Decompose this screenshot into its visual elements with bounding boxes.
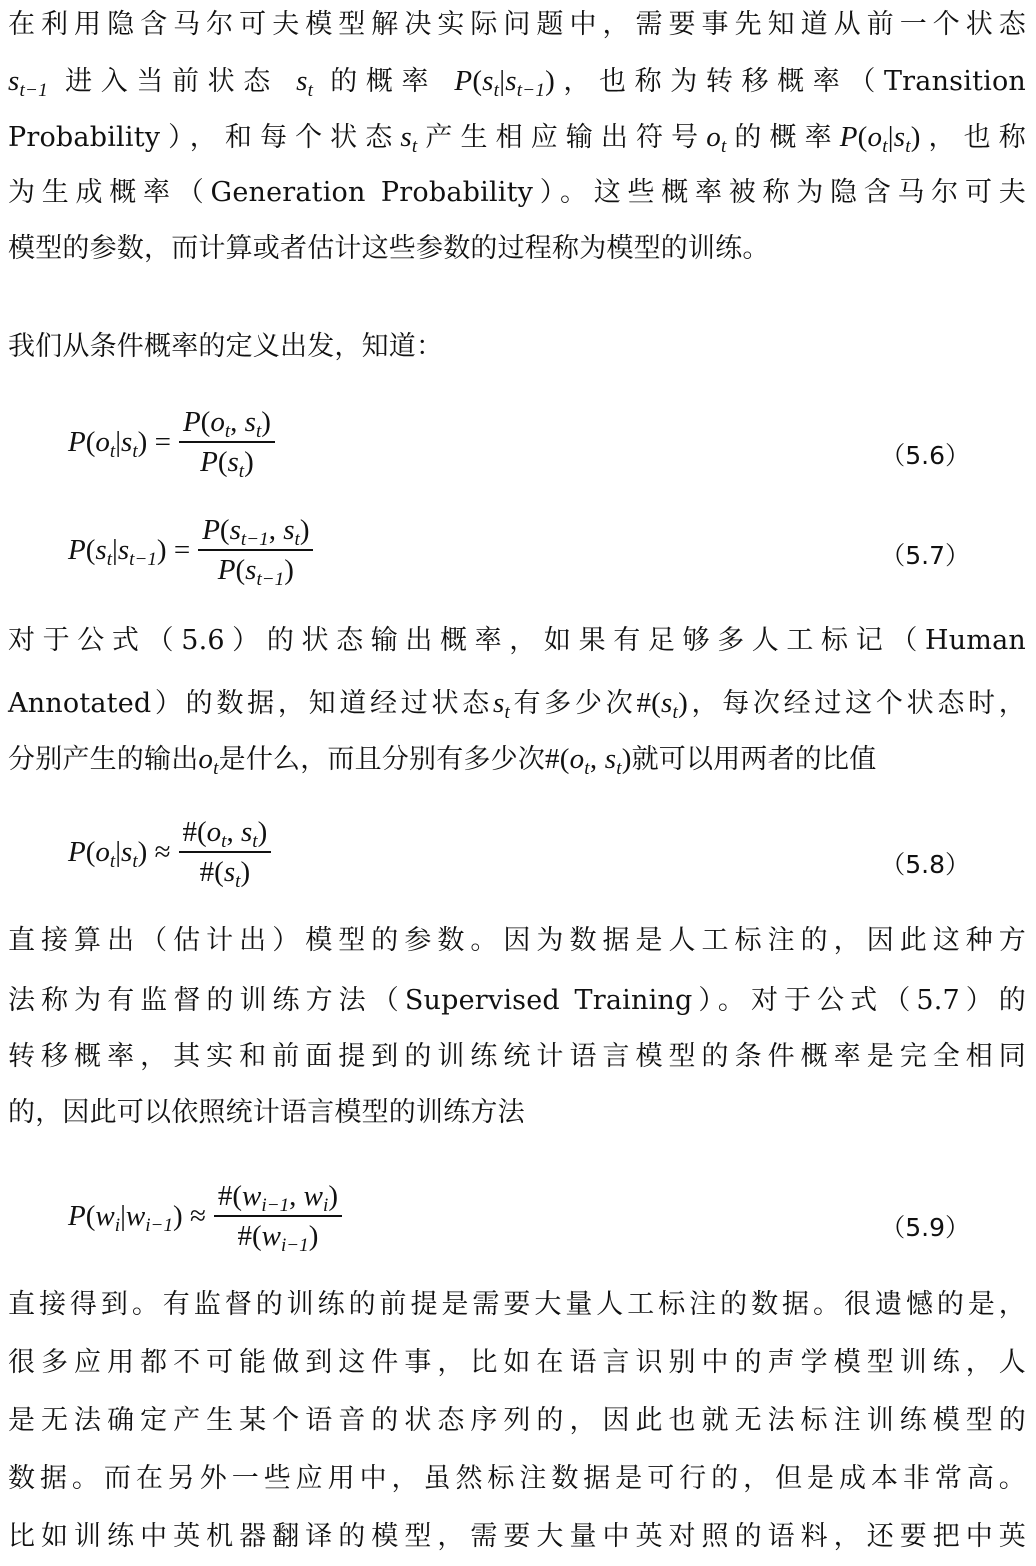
equation-5-9: $P(w_i|w_{i-1})$ ≈ $\frac{\#(w_{i-1}, w_i)}{\#(w_{i-1})}$: [68, 1176, 342, 1256]
para5-line2: 很多应用都不可能做到这件事，比如在语言识别中的声学模型训练，人: [8, 1347, 1026, 1378]
para1-line4: 为生成概率（Generation Probability）。这些概率被称为隐含马尔可夫: [8, 177, 1026, 208]
para4-line1: 直接算出（估计出）模型的参数。因为数据是人工标注的，因此这种方: [8, 925, 1026, 956]
equation-5-6: $P(o_t|s_t)$ = $\frac{P(o_t, s_t)}{P(s_t)}$: [68, 402, 275, 482]
equation-number-5-6: （5.6）: [880, 441, 970, 470]
equation-number-5-9: （5.9）: [880, 1213, 970, 1242]
para3-line2: Annotated）的数据，知道经过状态$s_t$有多少次$\#(s_t)$，每次经过这个状态时，: [8, 687, 1026, 724]
para1-line5: 模型的参数，而计算或者估计这些参数的过程称为模型的训练。: [8, 233, 770, 264]
para2-line1: 我们从条件概率的定义出发，知道：: [8, 331, 444, 362]
para1-line2: $s_{t-1}$ 进入当前状态 $s_t$ 的概率 $P(s_t|s_{t-1})$，也称为转移概率（Transition: [8, 65, 1026, 102]
para4-line3: 转移概率，其实和前面提到的训练统计语言模型的条件概率是完全相同: [8, 1041, 1026, 1072]
para4-line2: 法称为有监督的训练方法（Supervised Training）。对于公式（5.7）的: [8, 985, 1026, 1016]
para3-line3: 分别产生的输出$o_t$是什么，而且分别有多少次$\#(o_t$, $s_t$)就可以用两者的比值: [8, 743, 877, 780]
para1-line1: 在利用隐含马尔可夫模型解决实际问题中，需要事先知道从前一个状态: [8, 9, 1026, 40]
equation-5-7: $P(s_t|s_{t-1})$ = $\frac{P(s_{t-1}, s_t)}{P(s_{t-1})}$: [68, 510, 313, 590]
para5-line5: 比如训练中英机器翻译的模型，需要大量中英对照的语料，还要把中英: [8, 1521, 1026, 1552]
para4-line4: 的，因此可以依照统计语言模型的训练方法: [8, 1097, 525, 1128]
para3-line1: 对于公式（5.6）的状态输出概率，如果有足够多人工标记（Human: [8, 625, 1026, 656]
equation-5-8: $P(o_t|s_t)$ ≈ $\frac{\#(o_t, s_t)}{\#(s_t)}$: [68, 812, 271, 892]
para5-line4: 数据。而在另外一些应用中，虽然标注数据是可行的，但是成本非常高。: [8, 1463, 1026, 1494]
para5-line1: 直接得到。有监督的训练的前提是需要大量人工标注的数据。很遗憾的是，: [8, 1289, 1026, 1320]
para1-line3: Probability），和每个状态$s_t$产生相应输出符号$o_t$的概率$P(o_t|s_t)$，也称: [8, 121, 1026, 158]
para5-line3: 是无法确定产生某个语音的状态序列的，因此也就无法标注训练模型的: [8, 1405, 1026, 1436]
equation-number-5-7: （5.7）: [880, 541, 970, 570]
equation-number-5-8: （5.8）: [880, 850, 970, 879]
